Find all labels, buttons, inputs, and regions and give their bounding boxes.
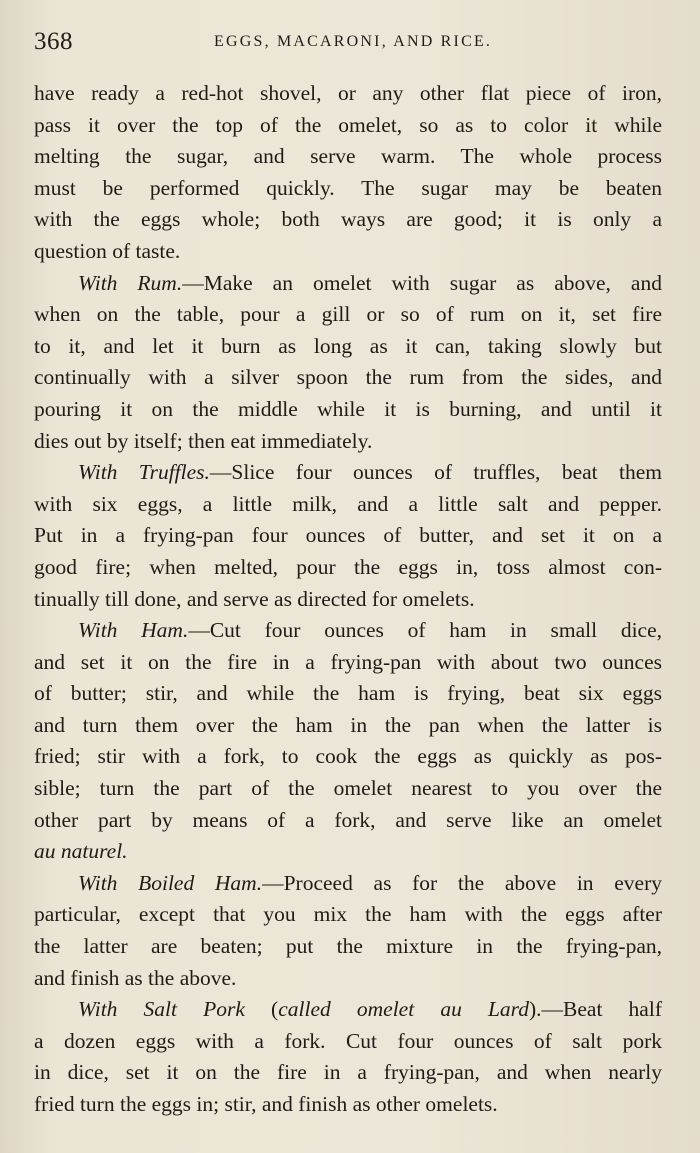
text-line: the latter are beaten; put the mixture in the frying-pan, <box>34 934 662 959</box>
text-line: good fire; when melted, pour the eggs in, toss almost con- <box>34 554 662 579</box>
text-line: a dozen eggs with a fork. Cut four ounces of salt pork <box>34 1028 662 1053</box>
page-header <box>34 28 664 62</box>
text-line: fried; stir with a fork, to cook the eggs as quickly as pos- <box>34 744 662 769</box>
text-fragment: called omelet au Lard <box>278 997 529 1022</box>
section-title-salt-pork: With Salt Pork <box>78 997 245 1022</box>
text-line: other part by means of a fork, and serve like an omelet <box>34 807 662 832</box>
text-fragment: —Cut four ounces of ham in small dice, <box>188 618 662 643</box>
text-line: melting the sugar, and serve warm. The whole process <box>34 144 662 169</box>
section-ham-first-line <box>34 615 662 647</box>
text-line: au naturel. <box>34 839 128 864</box>
text-line: sible; turn the part of the omelet nearest to you over the <box>34 776 662 801</box>
section-title-truffles: With Truffles. <box>78 460 210 485</box>
text-line: pass it over the top of the omelet, so as to color it while <box>34 112 662 137</box>
page-number: 368 <box>34 28 73 55</box>
body-text <box>34 78 662 1121</box>
text-fragment: —Slice four ounces of truffles, beat them <box>209 460 663 485</box>
text-line: pouring it on the middle while it is burning, and until it <box>34 396 662 421</box>
text-line: have ready a red-hot shovel, or any other flat piece of iron, <box>34 81 662 105</box>
text-fragment: —Proceed as for the above in every <box>262 870 662 895</box>
section-truffles-first-line <box>34 457 662 489</box>
text-line: and finish as the above. <box>34 965 237 990</box>
text-line: in dice, set it on the fire in a frying-pan, and when nearly <box>34 1060 662 1085</box>
text-line: fried turn the eggs in; stir, and finish as other omelets. <box>34 1092 498 1116</box>
text-line: of butter; stir, and while the ham is frying, beat six eggs <box>34 681 662 706</box>
text-line: must be performed quickly. The sugar may be beaten <box>34 175 662 200</box>
section-title-boiled-ham: With Boiled Ham. <box>78 870 263 895</box>
text-fragment: —Beat half <box>541 997 662 1022</box>
text-line: with six eggs, a little milk, and a little salt and pepper. <box>34 491 662 516</box>
text-line: Put in a frying-pan four ounces of butter, and set it on a <box>34 523 662 548</box>
text-line: and turn them over the ham in the pan when the latter is <box>34 712 662 737</box>
text-fragment: ( <box>244 997 279 1022</box>
running-head: EGGS, MACARONI, AND RICE. <box>214 33 493 50</box>
section-boiled-ham-first-line <box>34 868 662 900</box>
section-salt-pork-first-line <box>34 994 662 1026</box>
text-line: dies out by itself; then eat immediately. <box>34 428 373 453</box>
text-line: tinually till done, and serve as directed for omelets. <box>34 586 475 611</box>
section-title-ham: With Ham. <box>78 618 189 643</box>
text-line: particular, except that you mix the ham with the eggs after <box>34 902 662 927</box>
text-line: when on the table, pour a gill or so of rum on it, set fire <box>34 302 662 327</box>
text-line: and set it on the fire in a frying-pan with about two ounces <box>34 649 662 674</box>
text-fragment: —Make an omelet with sugar as above, and <box>182 270 662 295</box>
text-line: continually with a silver spoon the rum from the sides, and <box>34 365 662 390</box>
section-title-rum: With Rum. <box>78 270 183 295</box>
text-fragment: ). <box>528 997 542 1022</box>
text-line: with the eggs whole; both ways are good; it is only a <box>34 207 662 232</box>
text-line: question of taste. <box>34 238 181 263</box>
section-rum-first-line <box>34 268 662 300</box>
text-line: to it, and let it burn as long as it can, taking slowly but <box>34 333 662 358</box>
